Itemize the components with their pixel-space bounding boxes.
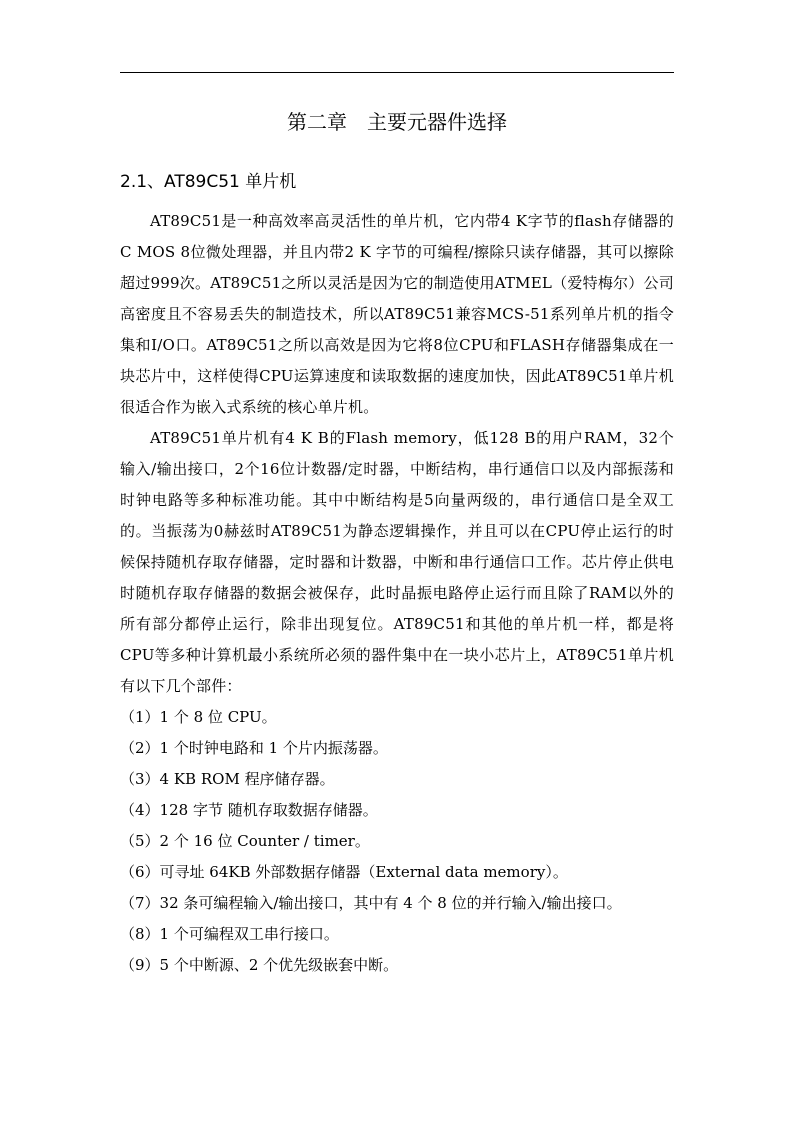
list-item: （8）1 个可编程双工串行接口。	[120, 925, 339, 943]
body-text	[120, 206, 674, 981]
section-title: 2.1、AT89C51 单片机	[120, 172, 297, 192]
list-item: （1）1 个 8 位 CPU。	[120, 708, 277, 726]
header-rule	[120, 72, 674, 73]
list-item: （6）可寻址 64KB 外部数据存储器（External data memory）。	[120, 863, 568, 881]
chapter-title: 第二章 主要元器件选择	[287, 110, 507, 134]
list-item: （9）5 个中断源、2 个优先级嵌套中断。	[120, 956, 399, 974]
list-item: （7）32 条可编程输入/输出接口，其中有 4 个 8 位的并行输入/输出接口。	[120, 894, 622, 912]
list-item: （4）128 字节 随机存取数据存储器。	[120, 801, 378, 819]
list-item: （5）2 个 16 位 Counter / timer。	[120, 832, 370, 850]
component-list	[120, 702, 674, 981]
list-item: （3）4 KB ROM 程序储存器。	[120, 770, 335, 788]
paragraph-features: AT89C51单片机有4 K B的Flash memory，低128 B的用户RAM，32个输入/输出接口，2个16位计数器/定时器，中断结构，串行通信口以及内部振荡和时钟电路等多种标准功能。其中中断结构是5向量两级的，串行通信口是全双工的。当振荡为0赫兹时AT89C51为静态逻辑操作，并且可以在CPU停止运行的时候保持随机存取存储器，定时器和计数器，中断和串行通信口工作。芯片停止供电时随机存取存储器的数据会被保存，此时晶振电路停止运行而且除了RAM以外的所有部分都停止运行，除非出现复位。AT89C51和其他的单片机一样，都是将CPU等多种计算机最小系统所必须的器件集中在一块小芯片上，AT89C51单片机有以下几个部件：	[120, 429, 674, 695]
list-item: （2）1 个时钟电路和 1 个片内振荡器。	[120, 739, 388, 757]
paragraph-intro: AT89C51是一种高效率高灵活性的单片机，它内带4 K字节的flash存储器的C MOS 8位微处理器，并且内带2 K 字节的可编程/擦除只读存储器，其可以擦除超过999次。AT89C51之所以灵活是因为它的制造使用ATMEL（爱特梅尔）公司高密度且不容易丢失的制造技术，所以AT89C51兼容MCS-51系列单片机的指令集和I/O口。AT89C51之所以高效是因为它将8位CPU和FLASH存储器集成在一块芯片中，这样使得CPU运算速度和读取数据的速度加快，因此AT89C51单片机很适合作为嵌入式系统的核心单片机。	[120, 212, 674, 416]
